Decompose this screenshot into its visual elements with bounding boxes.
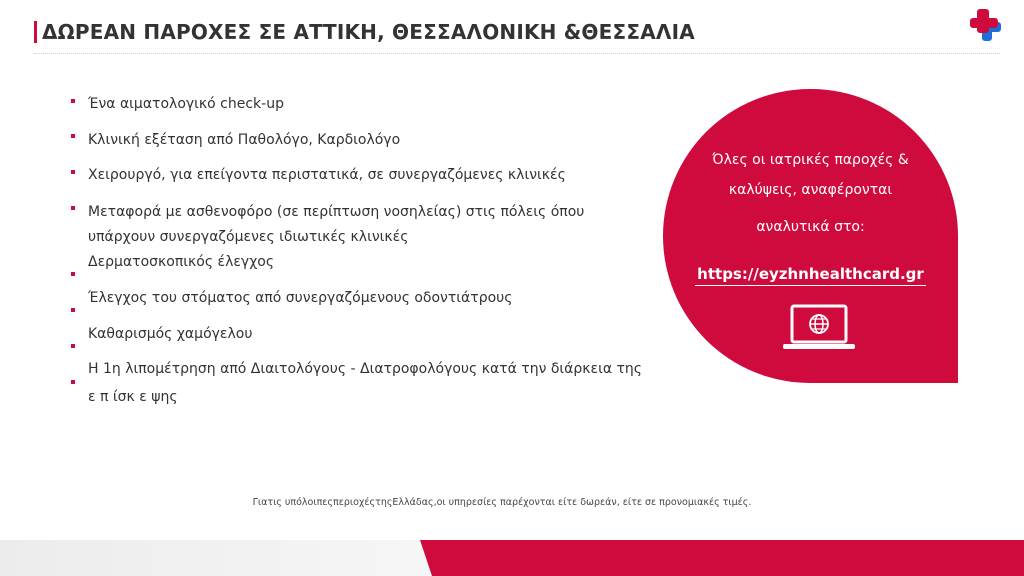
list-item: ε π ίσκ ε ψης	[88, 389, 178, 405]
bullet	[71, 170, 75, 174]
footer-gray-band	[0, 540, 430, 576]
bullet	[71, 380, 75, 384]
title-divider	[34, 53, 1000, 54]
info-panel	[663, 89, 958, 383]
panel-text-line3: αναλυτικά στο:	[756, 219, 865, 235]
bullet	[71, 344, 75, 348]
title-accent-bar	[34, 21, 37, 43]
list-item: Χειρουργό, για επείγοντα περιστατικά, σε συνεργαζόμενες κλινικές	[88, 167, 566, 183]
page-title: ΔΩΡΕΑΝ ΠΑΡΟΧΕΣ ΣΕ ΑΤΤΙΚΗ, ΘΕΣΣΑΛΟΝΙΚΗ &ΘΕΣΣΑΛΙΑ	[42, 20, 695, 44]
website-link[interactable]: https://eyzhnhealthcard.gr	[695, 265, 926, 286]
list-item: Μεταφορά με ασθενοφόρο (σε περίπτωση νοσηλείας) στις πόλεις όπου	[88, 204, 585, 220]
footnote: Γιατις υπόλοιπεςπεριοχέςτηςΕλλάδας,οι υπηρεσίες παρέχονται είτε δωρεάν, είτε σε προνομιακές τιμές.	[252, 497, 752, 508]
list-item: Δερματοσκοπικός έλεγχος	[88, 254, 275, 270]
list-item: υπάρχουν συνεργαζόμενες ιδιωτικές κλινικές	[88, 229, 409, 245]
list-item: Έλεγχος του στόματος από συνεργαζόμενους οδοντιάτρους	[88, 290, 513, 306]
bullet	[71, 99, 75, 103]
list-item: Ένα αιματολογικό check-up	[88, 96, 284, 112]
panel-text-line2: καλύψεις, αναφέρονται	[728, 182, 893, 198]
bullet	[71, 134, 75, 138]
laptop-globe-icon	[781, 302, 857, 354]
list-item: Καθαρισμός χαμόγελου	[88, 326, 253, 342]
red-blue-cross-logo	[968, 8, 1004, 42]
panel-text-line1: Όλες οι ιατρικές παροχές &	[712, 152, 909, 168]
bullet	[71, 272, 75, 276]
bullet	[71, 206, 75, 210]
page-header	[34, 20, 695, 44]
bullet	[71, 308, 75, 312]
list-item: Η 1η λιπομέτρηση από Διαιτολόγους - Διατροφολόγους κατά την διάρκεια της	[88, 361, 643, 377]
list-item: Κλινική εξέταση από Παθολόγο, Καρδιολόγο	[88, 132, 401, 148]
website-link-wrap	[663, 265, 958, 283]
